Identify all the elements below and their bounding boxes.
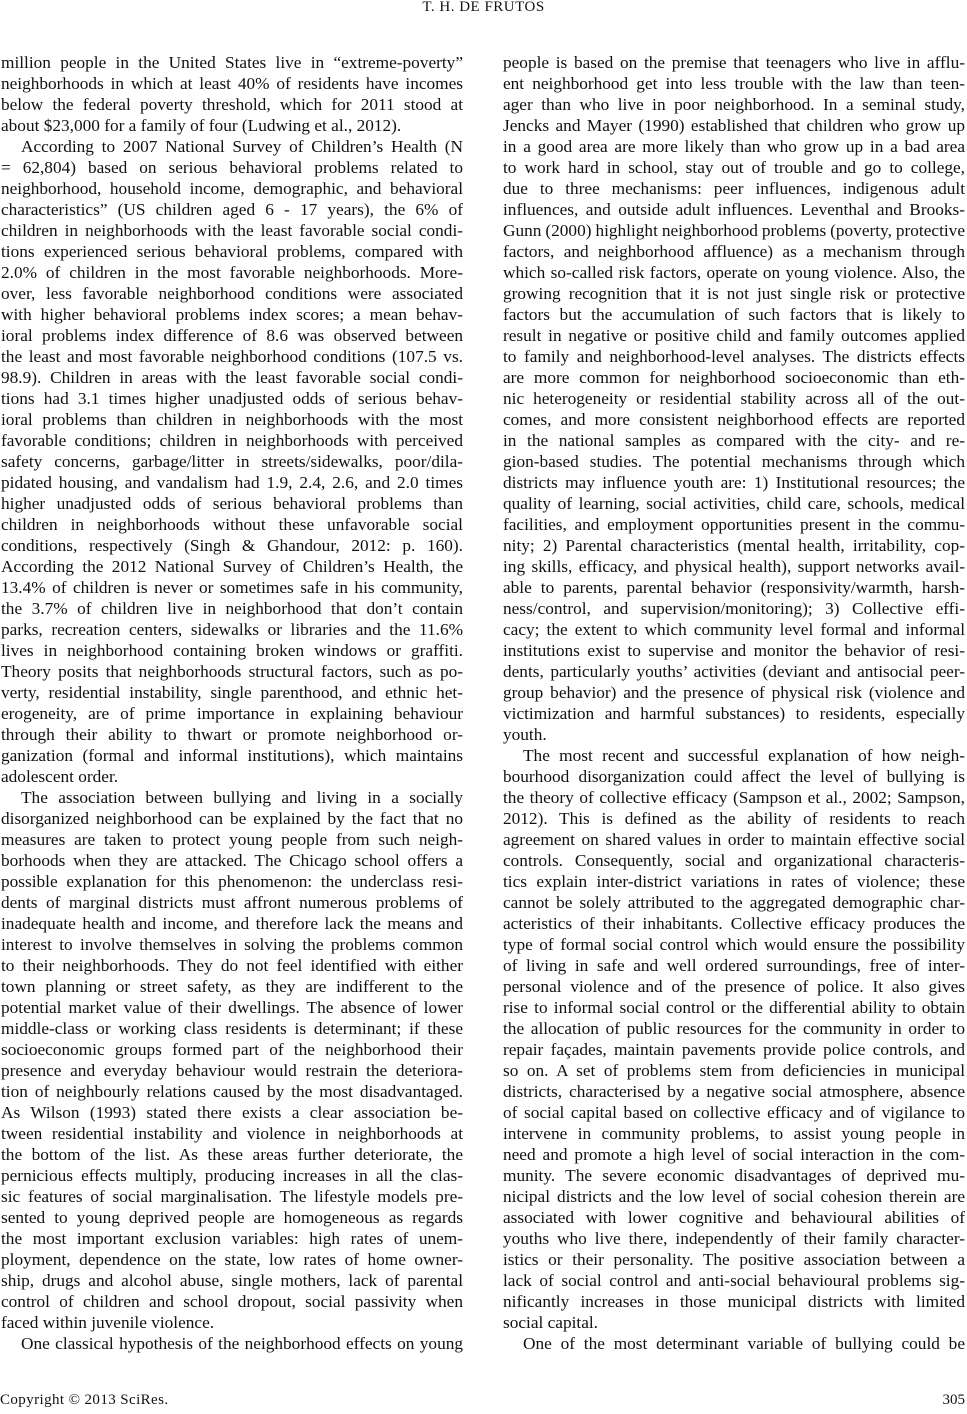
- text-line: munity. The severe economic disadvantages of deprived mu-: [503, 1166, 965, 1186]
- text-line: the bottom of the list. As these areas further deteriorate, the: [1, 1145, 463, 1165]
- text-line: factors, and neighborhood affluence) as a mechanism through: [503, 241, 965, 261]
- text-line: socioeconomic groups formed part of the neighborhood their: [1, 1040, 463, 1060]
- text-line: youths who live there, independently of their family character-: [503, 1229, 965, 1249]
- text-line: safety concerns, garbage/litter in streets/sidewalks, poor/dila-: [1, 451, 463, 471]
- page-number: 305: [942, 1392, 965, 1408]
- text-line: faced within juvenile violence.: [1, 1313, 215, 1333]
- text-line: ent neighborhood get into less trouble with the law than teen-: [503, 73, 965, 93]
- text-line: rise to informal social control or the differential ability to obtain: [503, 998, 965, 1018]
- text-line: 13.4% of children is never or sometimes safe in his community,: [1, 577, 463, 597]
- text-line: town planning or street safety, as they are indifferent to the: [1, 977, 463, 997]
- paragraph: [1, 1333, 463, 1354]
- text-line: presence and everyday behaviour would restrain the deteriora-: [1, 1061, 463, 1081]
- text-line: ployment, dependence on the state, low rates of home owner-: [1, 1250, 463, 1270]
- text-line: verty, residential instability, single parenthood, and ethnic het-: [1, 682, 463, 702]
- text-line: factors but the accumulation of such factors that is likely to: [503, 304, 965, 324]
- text-line: ing skills, efficacy, and physical health), support networks avail-: [503, 556, 965, 576]
- text-line: in the national samples as compared with the city- and re-: [503, 430, 965, 450]
- text-line: districts, characterised by a negative social atmosphere, absence: [503, 1082, 965, 1102]
- text-line: tween residential instability and violence in neighborhoods at: [1, 1124, 463, 1144]
- text-line: victimization and harmful substances) to residents, especially: [503, 703, 965, 723]
- text-line: ioral problems than children in neighborhoods with the most: [1, 409, 463, 429]
- text-line: According the 2012 National Survey of Children’s Health, the: [1, 556, 463, 576]
- text-line: agreement on shared values in order to maintain effective social: [503, 830, 965, 850]
- text-line: sic features of social marginalisation. The lifestyle models pre-: [1, 1187, 463, 1207]
- text-line: million people in the United States live in “extreme-poverty”: [1, 52, 463, 72]
- text-line: 2012). This is defined as the ability of residents to reach: [503, 809, 965, 829]
- right-column: [503, 52, 965, 1355]
- text-line: tions experienced serious behavioral problems, compared with: [1, 241, 463, 261]
- text-line: influences, and outside adult influences. Leventhal and Brooks-: [503, 199, 965, 219]
- text-line: which so-called risk factors, operate on young violence. Also, the: [503, 262, 965, 282]
- text-line: nicipal districts and the low level of social cohesion therein are: [503, 1187, 965, 1207]
- text-line: ioral problems index difference of 8.6 was observed between: [1, 325, 463, 345]
- text-line: quality of learning, social activities, child care, schools, medical: [503, 493, 965, 513]
- text-line: erogeneity, are of prime importance in explaining behaviour: [1, 703, 463, 723]
- text-line: control of children and school dropout, social passivity when: [1, 1292, 463, 1312]
- left-column: [1, 52, 463, 1355]
- text-line: potential market value of their dwellings. The absence of lower: [1, 998, 463, 1018]
- text-line: associated with lower cognitive and behavioural abilities of: [503, 1208, 965, 1228]
- text-line: cacy; the extent to which community level formal and informal: [503, 619, 965, 639]
- text-line: in a good area are more likely than who grow up in a bad area: [503, 136, 965, 156]
- text-line: of living in safe and well ordered surroundings, free of inter-: [503, 956, 965, 976]
- text-line: comes, and more consistent neighborhood effects are reported: [503, 409, 965, 429]
- text-line: bourhood disorganization could affect the level of bullying is: [503, 767, 965, 787]
- text-line: controls. Consequently, social and organizational characteris-: [503, 851, 965, 871]
- text-line: adolescent order.: [1, 767, 119, 787]
- text-line: characteristics” (US children aged 6 - 17 years), the 6% of: [1, 199, 463, 219]
- text-line: nificantly increases in those municipal districts with limited: [503, 1292, 965, 1312]
- text-line: neighborhood, household income, demographic, and behavioral: [1, 178, 463, 198]
- text-line: lives in neighborhood containing broken windows or graffiti.: [1, 640, 463, 660]
- text-line: middle-class or working class residents is determinant; if these: [1, 1019, 463, 1039]
- text-line: istics or their personality. The positive association between a: [503, 1250, 965, 1270]
- text-line: The association between bullying and living in a socially: [21, 788, 463, 808]
- text-line: tion of neighbourly relations caused by the most disadvantaged.: [1, 1082, 463, 1102]
- text-line: personal violence and of the presence of police. It also gives: [503, 977, 965, 997]
- text-line: One of the most determinant variable of bullying could be: [523, 1334, 965, 1354]
- text-line: institutions exist to supervise and monitor the behavior of resi-: [503, 640, 965, 660]
- text-line: result in negative or positive child and family outcomes applied: [503, 325, 965, 345]
- text-line: parks, recreation centers, sidewalks or libraries and the 11.6%: [1, 619, 463, 639]
- text-line: ship, drugs and alcohol abuse, single mothers, lack of parental: [1, 1271, 463, 1291]
- text-line: As Wilson (1993) stated there exists a clear association be-: [1, 1103, 463, 1123]
- paragraph: [1, 136, 463, 787]
- paragraph: [1, 52, 463, 136]
- text-line: the most important exclusion variables: high rates of unem-: [1, 1229, 463, 1249]
- text-line: cannot be solely attributed to the aggregated demographic char-: [503, 893, 965, 913]
- text-line: due to three mechanisms: peer influences, indigenous adult: [503, 178, 965, 198]
- text-line: Theory posits that neighborhoods structural factors, such as po-: [1, 661, 463, 681]
- text-line: about $23,000 for a family of four (Ludwing et al., 2012).: [1, 115, 402, 135]
- text-line: the theory of collective efficacy (Sampson et al., 2002; Sampson,: [503, 788, 965, 808]
- text-line: borhoods when they are attacked. The Chicago school offers a: [1, 851, 463, 871]
- text-line: type of formal social control which would ensure the possibility: [503, 935, 965, 955]
- text-line: people is based on the premise that teenagers who live in afflu-: [503, 52, 965, 72]
- text-line: group behavior) and the presence of physical risk (violence and: [503, 682, 965, 702]
- text-line: tions had 3.1 times higher unadjusted odds of serious behav-: [1, 388, 463, 408]
- text-line: According to 2007 National Survey of Children’s Health (N: [21, 136, 463, 156]
- text-line: The most recent and successful explanation of how neigh-: [523, 746, 965, 766]
- text-line: nity; 2) Parental characteristics (mental health, irritability, cop-: [503, 535, 965, 555]
- text-line: social capital.: [503, 1313, 599, 1333]
- text-line: ness/control, and supervision/monitoring); 3) Collective effi-: [503, 598, 965, 618]
- text-line: 98.9). Children in areas with the least favorable social condi-: [1, 367, 463, 387]
- text-line: tics explain inter-district variations in rates of violence; these: [503, 872, 965, 892]
- text-line: the allocation of public resources for the community in order to: [503, 1019, 965, 1039]
- paragraph: [503, 745, 965, 1333]
- text-line: facilities, and employment opportunities present in the commu-: [503, 514, 965, 534]
- text-line: of social capital based on collective efficacy and of vigilance to: [503, 1103, 965, 1123]
- text-line: need and promote a high level of social interaction in the com-: [503, 1145, 965, 1165]
- paragraph: [503, 52, 965, 746]
- text-line: higher unadjusted odds of serious behavioral problems than: [1, 493, 463, 513]
- text-line: over, less favorable neighborhood conditions were associated: [1, 283, 463, 303]
- text-line: lack of social control and anti-social behavioural problems sig-: [503, 1271, 965, 1291]
- text-line: acteristics of their inhabitants. Collective efficacy produces the: [503, 914, 965, 934]
- text-line: nic heterogeneity or residential stability across all of the out-: [503, 388, 965, 408]
- text-line: able to parents, parental behavior (responsivity/warmth, harsh-: [503, 577, 965, 597]
- text-line: children in neighborhoods without these unfavorable social: [1, 514, 463, 534]
- text-line: youth.: [503, 725, 547, 744]
- text-line: growing recognition that it is not just single risk or protective: [503, 283, 965, 303]
- text-line: Jencks and Mayer (1990) established that children who grow up: [503, 115, 965, 135]
- text-line: to family and neighborhood-level analyses. The districts effects: [503, 346, 965, 366]
- text-line: 2.0% of children in the most favorable neighborhoods. More-: [1, 262, 463, 282]
- text-line: through their ability to thwart or promote neighborhood or-: [1, 725, 463, 744]
- paragraph: [503, 1333, 965, 1354]
- text-line: pernicious effects multiply, producing increases in all the clas-: [1, 1166, 463, 1186]
- text-line: measures are taken to protect young people from such neigh-: [1, 830, 463, 850]
- text-line: below the federal poverty threshold, which for 2011 stood at: [1, 94, 463, 114]
- text-line: children in neighborhoods with the least favorable social condi-: [1, 220, 463, 240]
- text-line: pidated housing, and vandalism had 1.9, 2.4, 2.6, and 2.0 times: [1, 472, 463, 492]
- text-line: ager than who live in poor neighborhood. In a seminal study,: [503, 94, 965, 114]
- text-line: interest to involve themselves in solving the problems common: [1, 935, 463, 955]
- text-line: inadequate health and income, and therefore lack the means and: [1, 914, 463, 934]
- paragraph: [1, 787, 463, 1333]
- text-line: disorganized neighborhood can be explained by the fact that no: [1, 809, 463, 829]
- text-line: repair façades, maintain pavements provide police controls, and: [503, 1040, 965, 1060]
- text-line: dents, particularly youths’ activities (deviant and antisocial peer-: [503, 661, 965, 681]
- text-line: are more common for neighborhood socioeconomic than eth-: [503, 367, 965, 387]
- running-header: T. H. DE FRUTOS: [422, 0, 545, 15]
- text-line: so on. A set of problems stem from deficiencies in municipal: [503, 1061, 965, 1081]
- text-line: to their neighborhoods. They do not feel identified with either: [1, 956, 463, 976]
- text-line: favorable conditions; children in neighborhoods with perceived: [1, 430, 463, 450]
- text-line: One classical hypothesis of the neighborhood effects on young: [21, 1334, 463, 1354]
- text-line: the 3.7% of children live in neighborhood that don’t contain: [1, 598, 463, 618]
- text-line: sented to young deprived people are homogeneous as regards: [1, 1208, 463, 1228]
- text-line: = 62,804) based on serious behavioral problems related to: [1, 157, 463, 177]
- copyright-notice: Copyright © 2013 SciRes.: [0, 1392, 169, 1408]
- text-line: gion-based studies. The potential mechanisms through which: [503, 451, 965, 471]
- text-line: possible explanation for this phenomenon: the underclass resi-: [1, 872, 463, 892]
- text-line: neighborhoods in which at least 40% of residents have incomes: [1, 73, 463, 93]
- text-line: intervene in community problems, to assist young people in: [503, 1124, 965, 1144]
- text-line: ganization (formal and informal institutions), which maintains: [1, 746, 463, 766]
- text-line: with higher behavioral problems index scores; a mean behav-: [1, 304, 463, 324]
- text-line: conditions, respectively (Singh & Ghandour, 2012: p. 160).: [1, 535, 463, 555]
- text-line: dents of marginal districts must affront numerous problems of: [1, 893, 463, 913]
- text-line: Gunn (2000) highlight neighborhood problems (poverty, protective: [503, 220, 965, 240]
- text-line: districts may influence youth are: 1) Institutional resources; the: [503, 472, 965, 492]
- text-line: the least and most favorable neighborhood conditions (107.5 vs.: [1, 346, 463, 366]
- text-line: to work hard in school, stay out of trouble and go to college,: [503, 157, 965, 177]
